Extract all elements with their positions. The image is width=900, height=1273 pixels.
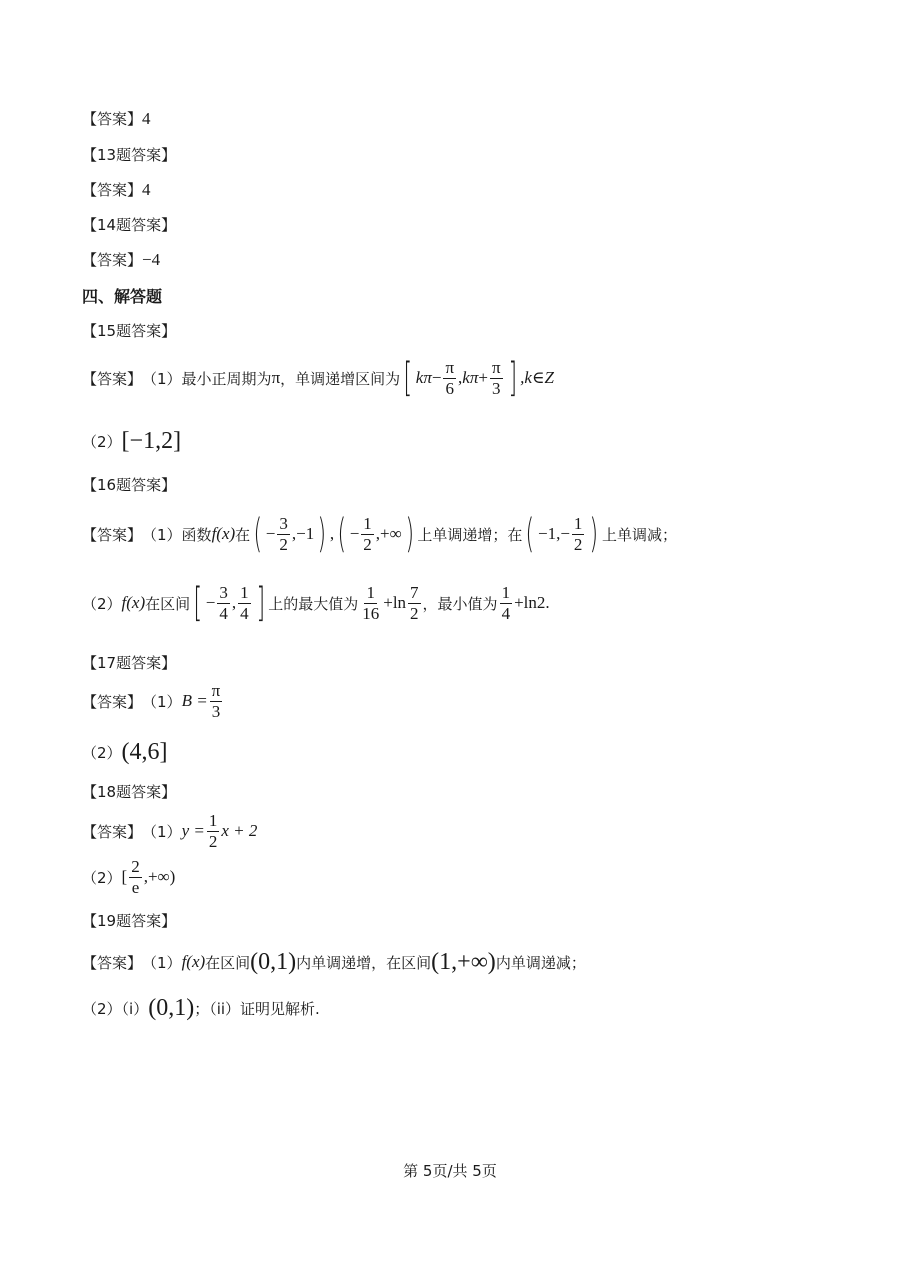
answer-16-part2 xyxy=(82,580,550,626)
math: −1,− xyxy=(537,524,570,543)
numerator: 1 xyxy=(240,582,249,602)
paren-right: ) xyxy=(405,511,414,557)
text: （1） xyxy=(142,953,182,972)
text: 内单调递减； xyxy=(495,953,586,972)
denominator: 2 xyxy=(363,534,372,554)
answer-19-part1 xyxy=(82,950,586,974)
answer-value: −4 xyxy=(142,249,161,269)
question-18-header: 【18题答案】 xyxy=(82,783,177,801)
text: ，单调递增区间为 xyxy=(280,369,401,388)
answer-16-part1 xyxy=(82,511,678,557)
answer-18-part2 xyxy=(82,858,175,897)
math: − xyxy=(349,524,360,543)
answer-value: 4 xyxy=(142,108,151,128)
math: , xyxy=(458,368,463,387)
math: − xyxy=(265,524,276,543)
text: 内单调递增，在区间 xyxy=(296,953,432,972)
numerator: 1 xyxy=(363,513,372,533)
answer-17-part1 xyxy=(82,682,224,721)
answer-15-part2 xyxy=(82,429,181,453)
fraction xyxy=(572,515,585,554)
math: π xyxy=(271,368,281,387)
text: 在区间 xyxy=(145,594,191,613)
numerator: π xyxy=(211,681,221,700)
question-16-header: 【16题答案】 xyxy=(82,476,177,494)
math: kπ xyxy=(415,368,432,387)
math: − xyxy=(205,593,216,612)
paren-left: ( xyxy=(253,511,263,557)
question-15-header: 【15题答案】 xyxy=(82,322,177,340)
math: (0,1) xyxy=(148,995,195,1021)
answer-tag: 【答案】 xyxy=(82,369,143,388)
answer-tag: 【答案】 xyxy=(82,181,143,199)
math: f(x) xyxy=(211,524,236,543)
denominator: e xyxy=(131,877,140,897)
paren-right: ) xyxy=(589,511,599,557)
text: （2） xyxy=(82,743,122,762)
text: （1）函数 xyxy=(142,525,212,544)
answer-19-part2 xyxy=(82,996,320,1020)
denominator: 6 xyxy=(445,378,454,398)
math: f(x) xyxy=(121,593,146,612)
fraction xyxy=(277,515,290,554)
math: , xyxy=(231,593,237,612)
numerator: 1 xyxy=(573,513,583,533)
denominator: 4 xyxy=(501,603,511,623)
fraction xyxy=(217,584,230,623)
text: （2）（i） xyxy=(82,999,149,1018)
math: kπ xyxy=(462,368,479,387)
question-17-header: 【17题答案】 xyxy=(82,654,177,672)
math: +ln2. xyxy=(514,593,550,612)
question-19-header: 【19题答案】 xyxy=(82,912,177,930)
text: 上单调减； xyxy=(602,525,678,544)
bracket-right: ] xyxy=(508,355,517,401)
math: + xyxy=(478,368,488,387)
math: f(x) xyxy=(181,952,206,971)
numerator: 1 xyxy=(501,582,511,602)
text: 上的最大值为 xyxy=(268,594,359,613)
fraction xyxy=(490,359,503,398)
answer-tag: 【答案】 xyxy=(82,953,143,972)
math: x + 2 xyxy=(221,821,258,841)
denominator: 4 xyxy=(219,603,228,623)
math: (1,+∞) xyxy=(431,949,496,975)
answer-value: 4 xyxy=(142,179,151,199)
fraction xyxy=(500,584,513,623)
section-heading: 四、解答题 xyxy=(82,287,163,306)
math: B = xyxy=(181,691,208,711)
math: ,−1 xyxy=(291,524,315,543)
text: （1） xyxy=(142,822,182,841)
bracket-left: [ xyxy=(193,580,203,626)
denominator: 16 xyxy=(362,603,380,623)
text: （1） xyxy=(142,692,182,711)
answer-13 xyxy=(82,179,151,200)
math: ,+∞) xyxy=(143,867,176,887)
numerator: 3 xyxy=(219,582,228,602)
answer-tag: 【答案】 xyxy=(82,525,143,544)
answer-tag: 【答案】 xyxy=(82,251,143,269)
numerator: 1 xyxy=(208,811,218,830)
text: ，最小值为 xyxy=(422,594,498,613)
fraction xyxy=(361,515,374,554)
denominator: 2 xyxy=(208,831,218,851)
question-14-header: 【14题答案】 xyxy=(82,216,177,234)
numerator: 2 xyxy=(131,857,140,876)
answer-tag: 【答案】 xyxy=(82,822,143,841)
fraction xyxy=(443,359,456,398)
paren-left: ( xyxy=(525,511,535,557)
numerator: 1 xyxy=(366,582,375,602)
denominator: 2 xyxy=(573,534,583,554)
question-13-header: 【13题答案】 xyxy=(82,146,177,164)
numerator: π xyxy=(445,357,455,377)
answer-tag: 【答案】 xyxy=(82,692,143,711)
numerator: 7 xyxy=(410,582,419,602)
bracket-left: [ xyxy=(403,355,413,401)
fraction xyxy=(408,584,421,623)
fraction xyxy=(207,812,220,851)
math: − xyxy=(431,368,442,387)
numerator: π xyxy=(491,357,501,377)
fraction xyxy=(210,682,223,721)
answer-12 xyxy=(82,108,151,129)
math: , xyxy=(329,524,335,543)
text: 上单调递增；在 xyxy=(417,525,523,544)
math: (0,1) xyxy=(250,949,297,975)
math: (4,6] xyxy=(121,739,168,765)
text: 在 xyxy=(235,525,251,544)
math: +ln xyxy=(383,593,407,612)
math: [ xyxy=(121,867,128,887)
denominator: 2 xyxy=(279,534,288,554)
math: y = xyxy=(181,821,205,841)
denominator: 2 xyxy=(410,603,419,623)
paren-left: ( xyxy=(337,511,347,557)
denominator: 3 xyxy=(491,378,501,398)
numerator: 3 xyxy=(279,513,288,533)
denominator: 4 xyxy=(240,603,249,623)
fraction xyxy=(360,584,381,623)
math: ,+∞ xyxy=(375,524,402,543)
page-footer: 第 5页/共 5页 xyxy=(403,1162,497,1180)
answer-17-part2 xyxy=(82,740,168,764)
text: （1）最小正周期为 xyxy=(142,369,272,388)
text: ；（ii）证明见解析. xyxy=(194,999,320,1018)
text: （2） xyxy=(82,432,122,451)
answer-18-part1 xyxy=(82,812,257,851)
answer-15-part1 xyxy=(82,355,554,401)
fraction xyxy=(238,584,251,623)
answer-14 xyxy=(82,249,160,270)
math: [−1,2] xyxy=(121,428,182,454)
answer-tag: 【答案】 xyxy=(82,110,143,128)
fraction xyxy=(129,858,142,897)
text: 在区间 xyxy=(205,953,251,972)
text: （2） xyxy=(82,868,122,887)
denominator: 3 xyxy=(211,701,221,721)
math: ,k∈Z xyxy=(520,368,554,387)
text: （2） xyxy=(82,594,122,613)
bracket-right: ] xyxy=(256,580,265,626)
paren-right: ) xyxy=(317,511,327,557)
